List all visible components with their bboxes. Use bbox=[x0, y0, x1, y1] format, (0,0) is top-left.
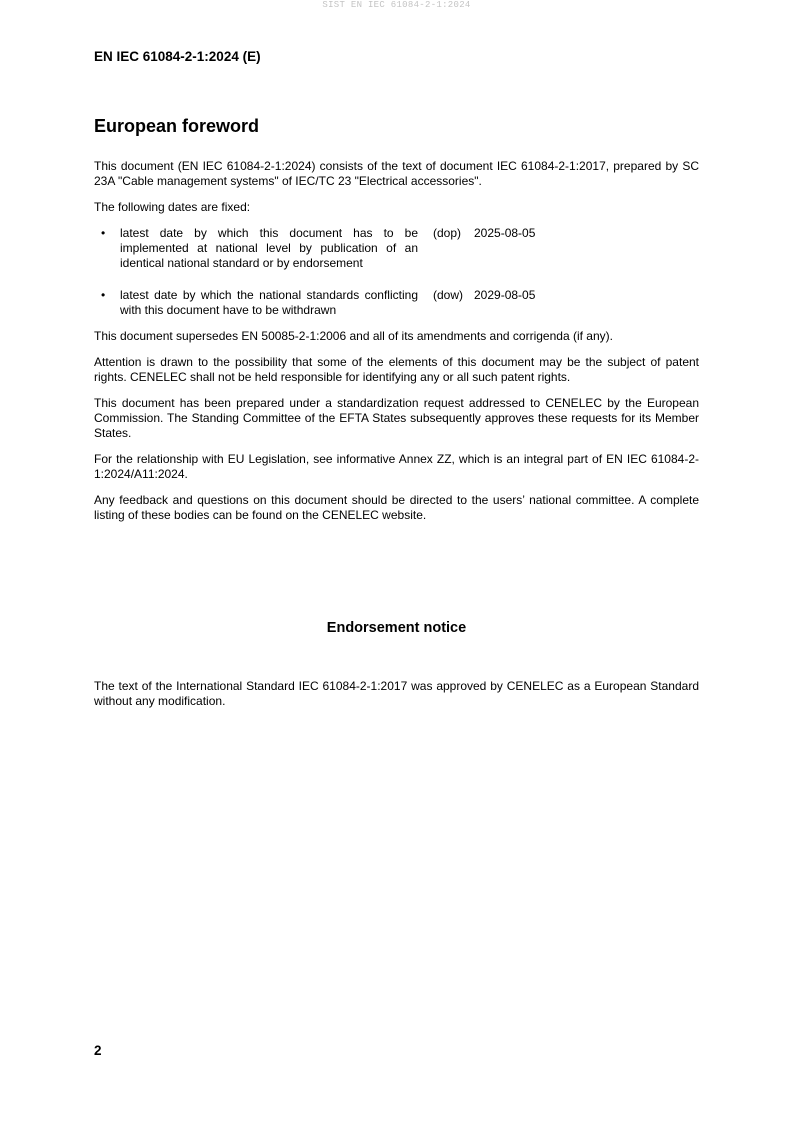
bullet-icon: • bbox=[101, 226, 106, 240]
date-value: 2029-08-05 bbox=[474, 288, 536, 302]
watermark: SIST EN IEC 61084-2-1:2024 bbox=[322, 0, 471, 10]
date-abbreviation: (dop) bbox=[433, 226, 462, 240]
foreword-title: European foreword bbox=[94, 116, 260, 136]
endorsement-text: The text of the International Standard IEC 61084-2-1:2017 was approved by CENELEC as a European Standard without any modification. bbox=[94, 679, 699, 708]
date-description: latest date by which the national standards conflicting with this document have to be withdrawn bbox=[120, 288, 418, 317]
patent-paragraph: Attention is drawn to the possibility that some of the elements of this document may be the subject of patent rights. CENELEC shall not be held responsible for identifying any or all such patent rights. bbox=[94, 355, 699, 384]
dates-list bbox=[94, 226, 699, 318]
date-description: latest date by which this document has to be implemented at national level by publication of an identical national standard or by endorsement bbox=[120, 226, 418, 270]
supersedes-paragraph: This document supersedes EN 50085-2-1:2006 and all of its amendments and corrigenda (if any). bbox=[94, 329, 613, 343]
dates-intro: The following dates are fixed: bbox=[94, 200, 251, 214]
document-reference: EN IEC 61084-2-1:2024 (E) bbox=[94, 49, 261, 64]
date-item-dow bbox=[94, 288, 699, 318]
foreword-body bbox=[94, 159, 699, 534]
date-value: 2025-08-05 bbox=[474, 226, 536, 240]
date-abbreviation: (dow) bbox=[433, 288, 464, 302]
endorsement-title: Endorsement notice bbox=[326, 620, 467, 636]
feedback-paragraph: Any feedback and questions on this document should be directed to the users’ national committee. A complete listing of these bodies can be found on the CENELEC website. bbox=[94, 493, 699, 522]
date-item-dop bbox=[94, 226, 699, 271]
bullet-icon: • bbox=[101, 288, 106, 302]
page-number: 2 bbox=[94, 1043, 102, 1058]
standardization-request-paragraph: This document has been prepared under a standardization request addressed to CENELEC by the European Commission. The Standing Committee of the EFTA States subsequently approves these requests for its Member States. bbox=[94, 396, 699, 440]
eu-legislation-paragraph: For the relationship with EU Legislation, see informative Annex ZZ, which is an integral part of EN IEC 61084-2-1:2024/A11:2024. bbox=[94, 452, 699, 481]
foreword-intro: This document (EN IEC 61084-2-1:2024) consists of the text of document IEC 61084-2-1:2017, prepared by SC 23A "Cable management systems" of IEC/TC 23 "Electrical accessories". bbox=[94, 159, 699, 188]
